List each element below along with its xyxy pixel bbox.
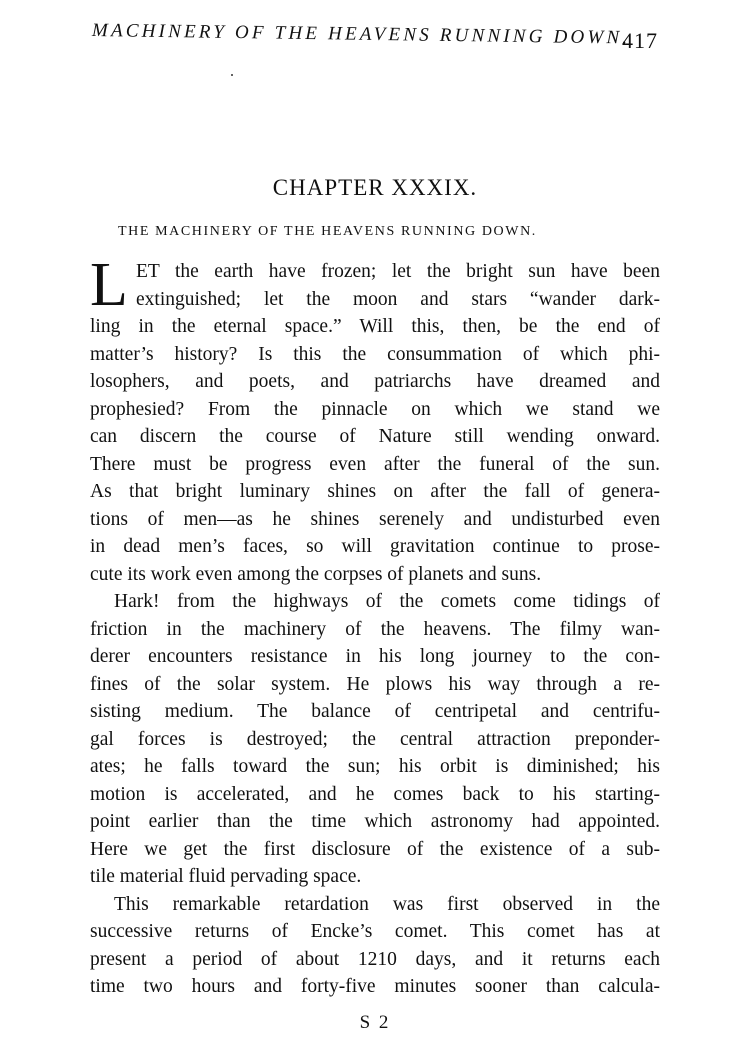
text-line: losophers, and poets, and patriarchs have dreamed and (90, 371, 660, 392)
text-line: time two hours and forty-five minutes sooner than calcula- (90, 976, 660, 997)
signature-mark: S 2 (359, 1012, 391, 1033)
text-line: tile material fluid pervading space. (90, 866, 362, 887)
text-line: cute its work even among the corpses of planets and suns. (90, 563, 542, 585)
chapter-title: CHAPTER XXXIX. (272, 175, 478, 200)
page-number: 417 (622, 28, 658, 53)
paragraph-1 (90, 251, 660, 588)
chapter-subtitle: THE MACHINERY OF THE HEAVENS RUNNING DOWN. (118, 224, 537, 239)
text-line: This remarkable retardation was first observed in the (114, 893, 660, 915)
text-line: fines of the solar system. He plows his way through a re- (90, 673, 660, 695)
text-line: As that bright luminary shines on after the fall of genera- (90, 481, 660, 502)
text-line: tions of men—as he shines serenely and undisturbed even (90, 508, 660, 530)
text-line: There must be progress even after the funeral of the sun. (90, 453, 660, 475)
text-line: point earlier than the time which astronomy had appointed. (90, 811, 660, 832)
text-line: ling in the eternal space.” Will this, then, be the end of (90, 316, 660, 337)
text-line: sisting medium. The balance of centripetal and centrifu- (90, 701, 660, 722)
paragraph-2 (90, 588, 660, 891)
drop-cap: L (90, 251, 128, 319)
text-line: prophesied? From the pinnacle on which we stand we (90, 398, 660, 420)
text-line: friction in the machinery of the heavens. The filmy wan- (90, 618, 660, 640)
text-line: matter’s history? Is this the consummation of which phi- (90, 343, 660, 365)
text-line: can discern the course of Nature still wending onward. (90, 426, 660, 447)
text-line: gal forces is destroyed; the central attraction preponder- (90, 728, 660, 750)
body-text (90, 251, 660, 1001)
text-line: ET the earth have frozen; let the bright sun have been (136, 261, 660, 282)
paragraph-3 (90, 891, 660, 1001)
text-line: present a period of about 1210 days, and it returns each (90, 948, 660, 970)
text-line: ates; he falls toward the sun; his orbit is diminished; his (90, 756, 660, 777)
print-speck (231, 74, 233, 76)
running-head: MACHINERY OF THE HEAVENS RUNNING DOWN. (91, 20, 631, 49)
text-line: in dead men’s faces, so will gravitation continue to prose- (90, 536, 660, 557)
text-line: derer encounters resistance in his long journey to the con- (90, 646, 660, 667)
text-line: extinguished; let the moon and stars “wander dark- (136, 288, 660, 310)
text-line: Hark! from the highways of the comets come tidings of (114, 591, 660, 612)
text-line: Here we get the first disclosure of the existence of a sub- (90, 838, 660, 860)
text-line: successive returns of Encke’s comet. This comet has at (90, 921, 660, 942)
text-line: motion is accelerated, and he comes back to his starting- (90, 783, 660, 805)
